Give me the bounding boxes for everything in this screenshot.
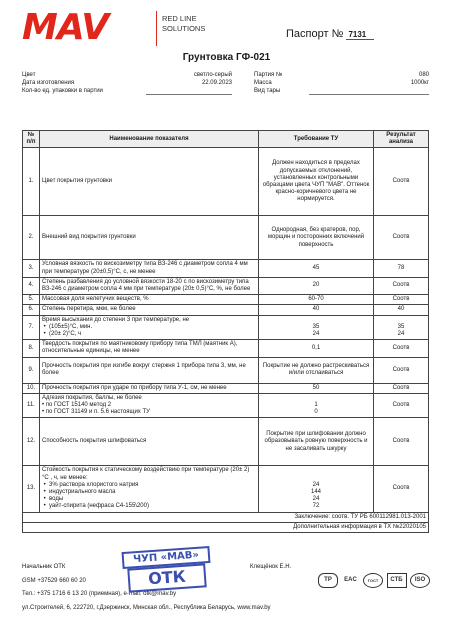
table-additional-row xyxy=(23,522,429,532)
row-res-line: 24 xyxy=(397,331,405,338)
row-requirement: 0,1 xyxy=(259,340,374,357)
row-name: Способность покрытия шлифоваться xyxy=(40,418,259,466)
table-conclusion-row xyxy=(23,512,429,522)
row-name-text: Время высыхания до степени 3 при температуре, не xyxy=(42,316,190,323)
row-requirement xyxy=(259,466,374,512)
certification-marks xyxy=(318,570,430,590)
table-row xyxy=(23,383,429,393)
info-row-batch xyxy=(254,71,429,79)
passport-label: Паспорт № xyxy=(286,28,344,40)
row-requirement: 50 xyxy=(259,383,374,393)
table-row xyxy=(23,393,429,418)
row-req-line: 24 xyxy=(312,496,320,503)
row-result: Соотв xyxy=(374,340,429,357)
info-row-date xyxy=(22,79,232,87)
info-value: 080 xyxy=(418,72,429,78)
info-right xyxy=(254,71,429,95)
row-name: Внешний вид покрытия грунтовки xyxy=(40,216,259,260)
logo-divider xyxy=(156,11,157,46)
tr-mark-icon: ТР xyxy=(318,573,338,588)
info-value xyxy=(146,87,232,95)
row-sub-item: • (20± 2)°С, ч xyxy=(42,331,82,338)
row-sub-item: • воды xyxy=(42,496,64,503)
gost-mark-icon: ГОСТ xyxy=(363,573,383,588)
row-req-line: 0 xyxy=(314,409,318,416)
row-requirement: 40 xyxy=(259,305,374,315)
table-row xyxy=(23,357,429,383)
info-left xyxy=(22,71,232,95)
row-result: Соотв xyxy=(374,418,429,466)
row-result: Соотв xyxy=(374,357,429,383)
row-sub-item: • по ГОСТ 15140 метод 2 xyxy=(42,402,112,409)
row-name-text: Адгезия покрытия, баллы, не более xyxy=(42,394,142,401)
row-req-line: 24 xyxy=(312,481,320,488)
passport-header xyxy=(286,28,374,40)
table-row xyxy=(23,305,429,315)
row-num: 1. xyxy=(23,148,40,216)
row-result: Соотв xyxy=(374,466,429,512)
row-result xyxy=(374,315,429,340)
company-logo: MAV xyxy=(22,7,109,48)
header-result: Результат анализа xyxy=(374,131,429,148)
table-row xyxy=(23,340,429,357)
row-req-line: 24 xyxy=(312,331,320,338)
row-name: Твердость покрытия по маятниковому прибору типа ТМЛ (маятник А), относительные единицы, не менее xyxy=(40,340,259,357)
row-num: 5. xyxy=(23,295,40,305)
header-requirement: Требование ТУ xyxy=(259,131,374,148)
info-value: 1000кг xyxy=(410,80,429,86)
row-result: 40 xyxy=(374,305,429,315)
row-num: 8. xyxy=(23,340,40,357)
head-title: Начальник ОТК xyxy=(22,564,66,570)
table-header-row xyxy=(23,131,429,148)
row-requirement: 60-70 xyxy=(259,295,374,305)
row-sub-text: (105±5)°С, мин. xyxy=(49,323,93,330)
conclusion: Заключение: соотв. ТУ РБ 600112981.013-2001 xyxy=(23,512,429,522)
row-res-line: 35 xyxy=(397,323,405,330)
row-result: Соотв xyxy=(374,277,429,294)
info-label: Вид тары xyxy=(254,88,281,94)
info-label: Цвет xyxy=(22,72,36,78)
row-result: Соотв xyxy=(374,295,429,305)
info-row-package-count xyxy=(22,87,232,95)
row-num: 10. xyxy=(23,383,40,393)
row-result: Соотв xyxy=(374,393,429,418)
row-num: 12. xyxy=(23,418,40,466)
logo-subtitle-line1: RED LINE xyxy=(162,14,197,23)
table-row xyxy=(23,260,429,277)
row-name: Условная вязкость по вискозиметру типа ВЗ-246 с диаметром сопла 4 мм при температуре (20±0,5)°С, с, не менее xyxy=(40,260,259,277)
table-row xyxy=(23,277,429,294)
row-name: Степень разбавления до условной вязкости 18-20 с по вискозиметру типа ВЗ-246 с диаметром сопла 4 мм при температуре (20± 0,5)°С, %, не более xyxy=(40,277,259,294)
table-row xyxy=(23,148,429,216)
row-result: 78 xyxy=(374,260,429,277)
row-req-line: 35 xyxy=(312,323,320,330)
additional-info: Дополнительная информация в ТХ №22020105 xyxy=(23,522,429,532)
row-num: 4. xyxy=(23,277,40,294)
info-label: Партия № xyxy=(254,72,283,78)
info-label: Дата изготовления xyxy=(22,80,75,86)
info-label: Кол-во ед. упаковки в партии xyxy=(22,88,103,94)
document-title: Грунтовка ГФ-021 xyxy=(182,52,271,63)
row-requirement: 20 xyxy=(259,277,374,294)
row-result: Соотв xyxy=(374,148,429,216)
passport-number: 7131 xyxy=(346,30,374,40)
row-sub-text: по ГОСТ 15140 метод 2 xyxy=(45,402,112,409)
info-value: 22.09.2023 xyxy=(201,80,232,86)
row-req-line: 144 xyxy=(310,489,321,496)
contact-line: Тел.: +375 1716 6 13 20 (приемная), e-mail: otk@mav.by xyxy=(22,591,177,597)
row-name xyxy=(40,466,259,512)
logo-subtitle xyxy=(162,14,205,34)
stamp-bottom: ОТК xyxy=(127,563,206,592)
head-name: Клещёнок Е.Н. xyxy=(250,564,292,570)
row-num: 3. xyxy=(23,260,40,277)
address-line: ул.Строителей, 6, 222720, г.Дзержинск, Минская обл., Республика Беларусь, www.mav.by xyxy=(22,605,271,611)
row-requirement xyxy=(259,393,374,418)
gsm-phone: GSM +37529 660 60 20 xyxy=(22,578,86,584)
row-sub-text: воды xyxy=(49,496,64,503)
row-name: Степень перетира, мкм, не более xyxy=(40,305,259,315)
row-requirement: Покрытие при шлифовании должно образовывать ровную поверхность и не засаливать шкурку xyxy=(259,418,374,466)
row-requirement: 45 xyxy=(259,260,374,277)
row-num: 13. xyxy=(23,466,40,512)
info-label: Масса xyxy=(254,80,272,86)
row-name xyxy=(40,315,259,340)
row-req-line: 72 xyxy=(312,503,320,510)
row-name: Цвет покрытия грунтовки xyxy=(40,148,259,216)
table-row xyxy=(23,295,429,305)
info-row-color xyxy=(22,71,232,79)
row-num: 9. xyxy=(23,357,40,383)
row-requirement xyxy=(259,315,374,340)
row-num: 7. xyxy=(23,315,40,340)
header-num: № п/п xyxy=(23,131,40,148)
row-req-line: 1 xyxy=(314,402,318,409)
row-sub-item: • уайт-спирита (нефраса С4-155\200) xyxy=(42,503,149,510)
row-requirement: Однородная, без кратеров, пор, морщин и посторонних включений поверхность xyxy=(259,216,374,260)
row-sub-text: индустриального масла xyxy=(49,489,116,496)
info-row-mass xyxy=(254,79,429,87)
row-sub-item: • (105±5)°С, мин. xyxy=(42,323,93,330)
quality-table xyxy=(22,130,429,533)
logo-subtitle-line2: SOLUTIONS xyxy=(162,24,206,33)
row-num: 2. xyxy=(23,216,40,260)
table-row xyxy=(23,216,429,260)
table-row xyxy=(23,466,429,512)
table-row xyxy=(23,315,429,340)
row-requirement: Должен находиться в пределах допускаемых отклонений, установленных контрольными образцами цвета ЧУП "МАВ". Оттенок красно-коричневого цвета не нормируется. xyxy=(259,148,374,216)
iso-mark-icon: ISO xyxy=(410,573,430,588)
row-result: Соотв xyxy=(374,216,429,260)
row-name: Массовая доля нелетучих веществ, % xyxy=(40,295,259,305)
row-sub-item: • 3% раствора хлористого натрия xyxy=(42,481,139,488)
row-requirement: Покрытие не должно растрескиваться и/или отслаиваться xyxy=(259,357,374,383)
row-sub-text: уайт-спирита (нефраса С4-155\200) xyxy=(49,503,149,510)
row-name: Прочность покрытия при ударе по прибору типа У-1, см, не менее xyxy=(40,383,259,393)
row-name-text: Стойкость покрытия к статическому воздействию при температуре (20± 2)°С , ч, не менее: xyxy=(42,467,250,481)
row-num: 11. xyxy=(23,393,40,418)
row-sub-text: (20± 2)°С, ч xyxy=(49,331,82,338)
row-name: Прочность покрытия при изгибе вокруг стержня 1 прибора типа 3, мм, не более xyxy=(40,357,259,383)
eac-mark-icon: EAC xyxy=(344,576,357,583)
row-result: Соотв xyxy=(374,383,429,393)
row-num: 6. xyxy=(23,305,40,315)
info-row-container xyxy=(254,87,429,95)
table-row xyxy=(23,418,429,466)
info-value: светло-серый xyxy=(193,72,232,78)
row-sub-text: 3% раствора хлористого натрия xyxy=(49,481,139,488)
header-name: Наименование показателя xyxy=(40,131,259,148)
row-sub-item: • индустриального масла xyxy=(42,489,116,496)
stb-mark-icon: СТБ xyxy=(387,573,407,588)
row-name xyxy=(40,393,259,418)
row-sub-text: по ГОСТ 31149 и п. 5.6 настоящих ТУ xyxy=(45,409,150,416)
stamp-top: ЧУП «МАВ» xyxy=(122,546,211,569)
row-sub-item: • по ГОСТ 31149 и п. 5.6 настоящих ТУ xyxy=(42,409,150,416)
info-value xyxy=(309,87,429,95)
